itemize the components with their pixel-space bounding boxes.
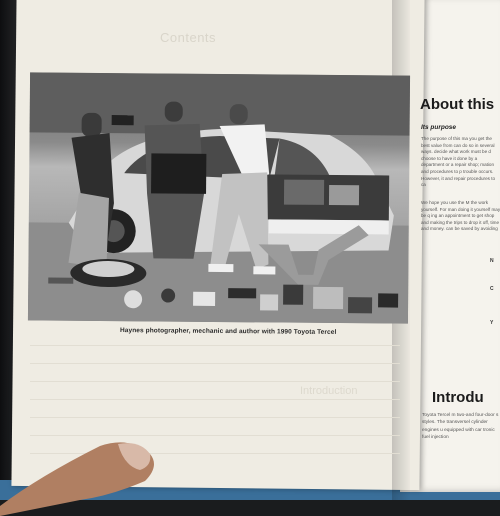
right-page-block-label-3: Y (490, 320, 494, 326)
photo-caption: Haynes photographer, mechanic and author with 1990 Toyota Tercel (119, 327, 337, 336)
book-photograph (28, 72, 410, 323)
right-page-block-label-2: C (490, 286, 494, 292)
thumb (0, 436, 170, 516)
right-page-block-label-1: N (490, 258, 494, 264)
right-page-paragraph-1: The purpose of this ma you get the best value from can do so in several ways. decide what work must be d choose to have it done by a department or a repair shop; mation and procedures to p trouble occurs. However, it and repair procedures to ca (421, 136, 496, 188)
right-page-paragraph-3: Toyota Tercel m two-and four-door s styles. The transversel cylinder engines u equipped with car tronic fuel injection (422, 413, 499, 441)
right-page-section-title: Introdu (432, 389, 484, 406)
right-page-subtitle: Its purpose (421, 124, 457, 131)
photo-scene (28, 72, 410, 323)
right-page-title: About this (420, 96, 495, 113)
bleed-through-heading: Contents (160, 30, 217, 45)
bleed-through-heading-lower: Introduction (300, 385, 358, 397)
right-page-paragraph-2: We hope you use the M the work yourself. For man doing it yourself may be q ing an appointment to get shop and making the trips to drop it off, time and money. can be saved by avoiding (421, 200, 500, 232)
